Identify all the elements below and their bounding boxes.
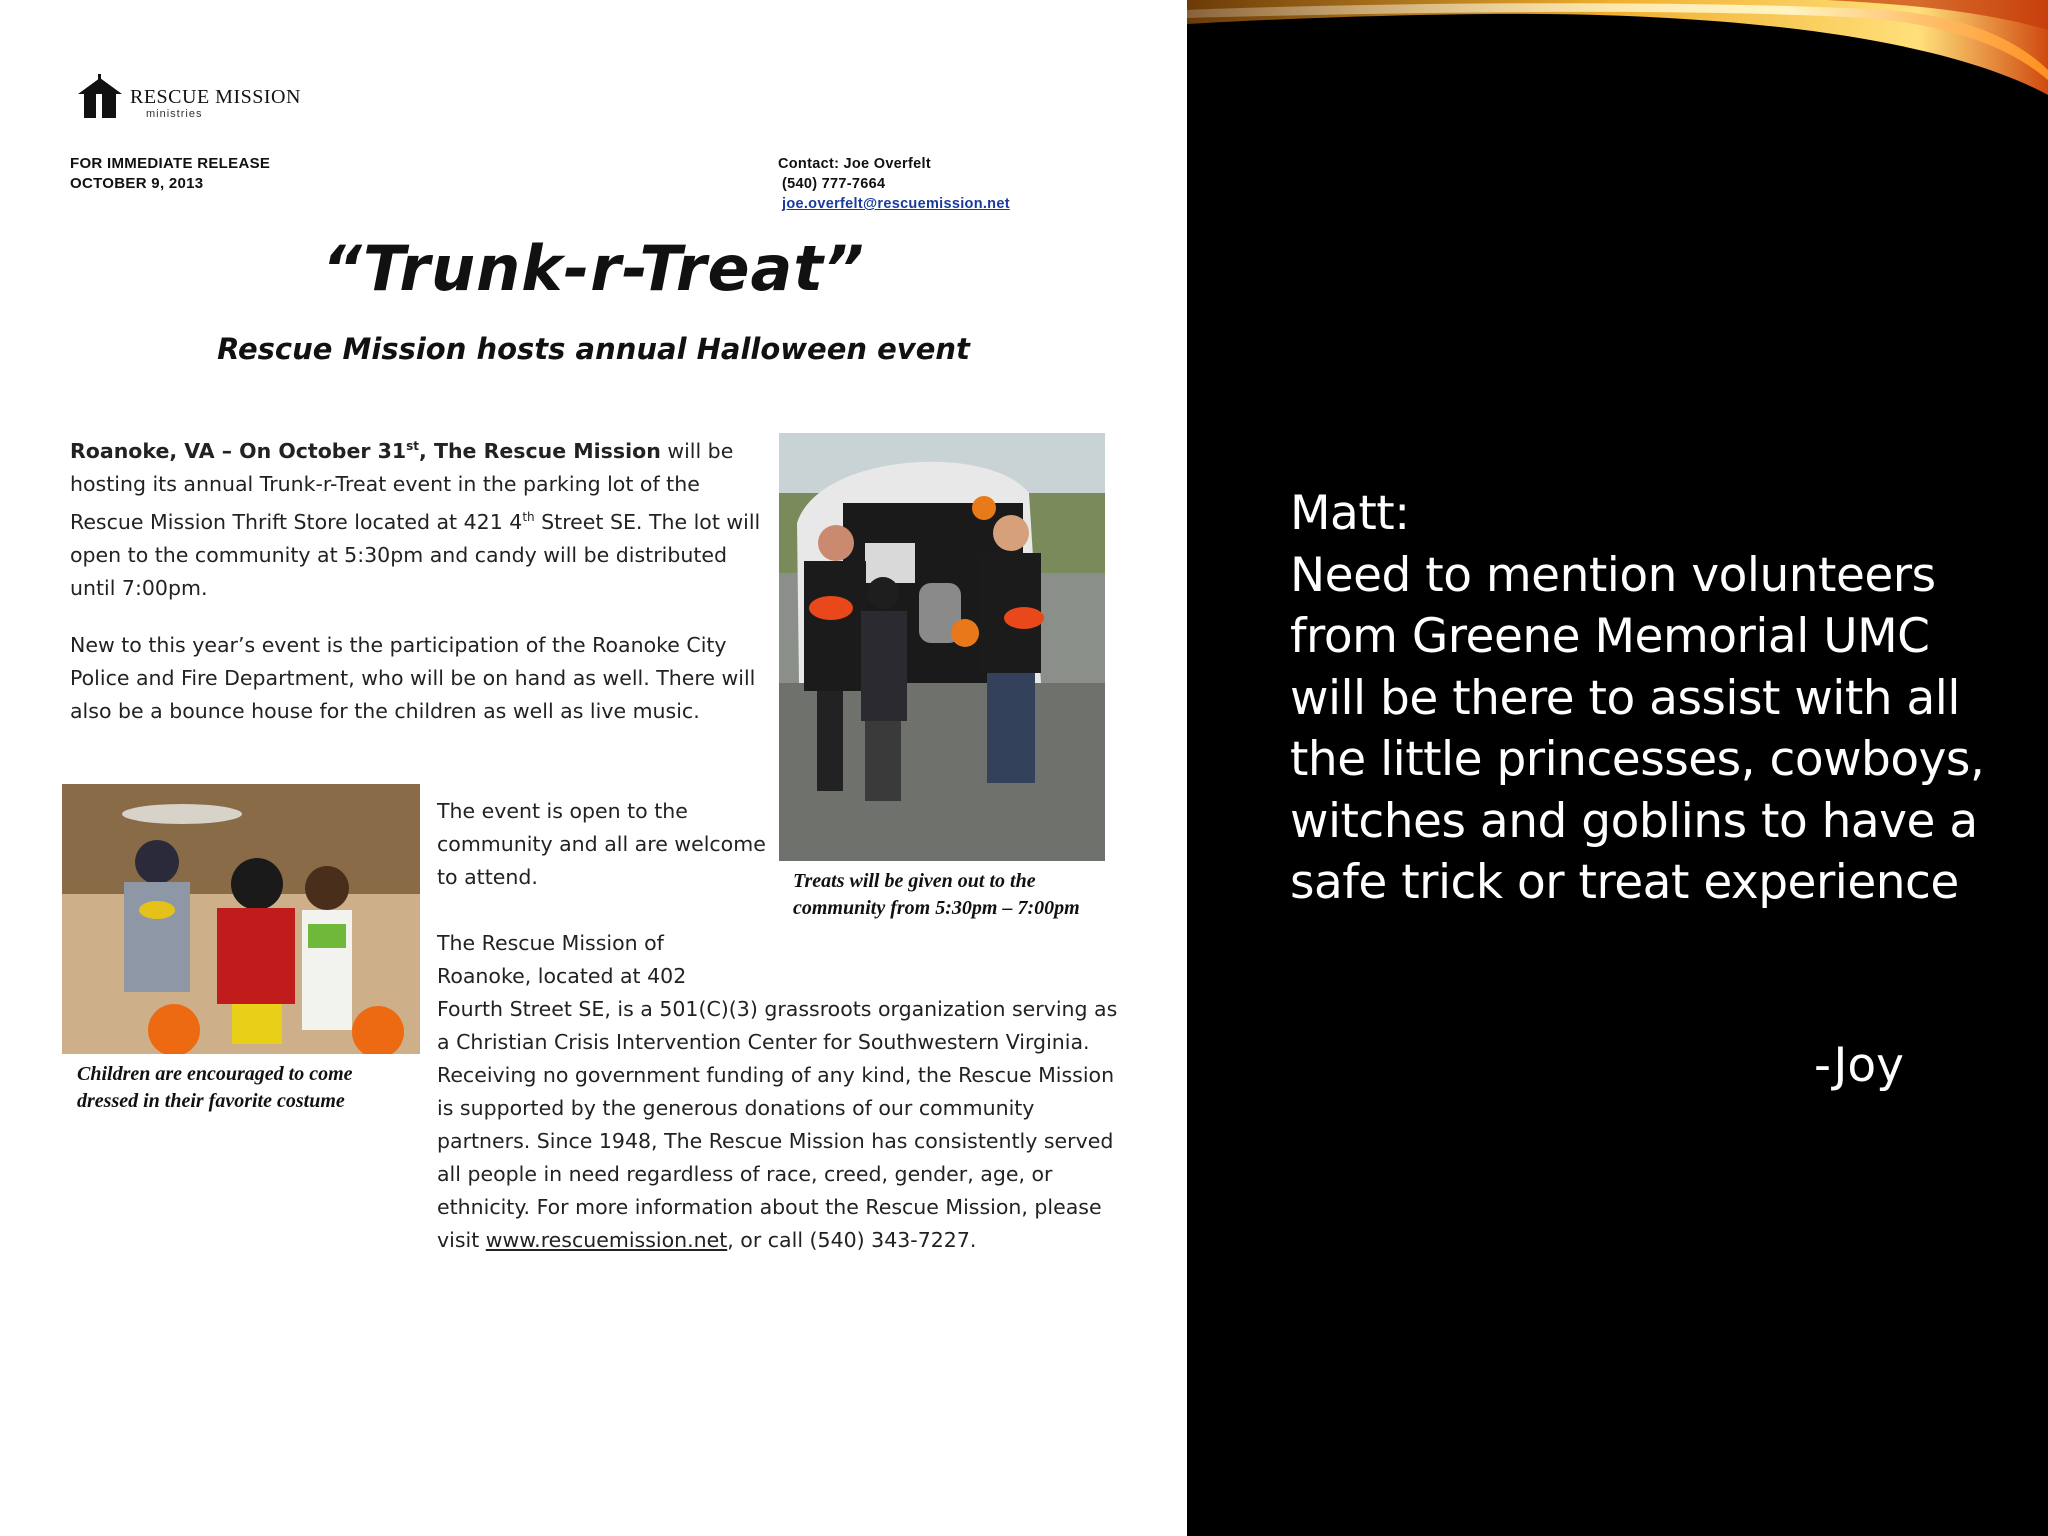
- contact-block: [778, 154, 1010, 214]
- rescue-mission-logo: [74, 72, 334, 124]
- contact-email-link[interactable]: joe.overfelt@rescuemission.net: [782, 196, 1010, 212]
- release-date: OCTOBER 9, 2013: [70, 175, 204, 192]
- decorative-swoosh: [1187, 0, 2048, 110]
- intro-sup: th: [522, 509, 535, 524]
- about-body: Fourth Street SE, is a 501(C)(3) grassroots organization serving as a Christian Crisis Intervention Center for Southwestern Virginia. Receiving no government funding of any kind, the Rescue Mission is supported by the generous donations of our community partners. Since 1948, The Rescue Mission has consistently served all people in need regardless of race, creed, gender, age, or ethnicity. For more information about the Rescue Mission, please visit: [437, 997, 1118, 1252]
- release-block: [70, 154, 270, 194]
- intro-text-end: Street SE. The lot will open to the community at 5:30pm and candy will be distributed until 7:00pm.: [70, 509, 761, 600]
- intro-text: will be hosting its annual Trunk-r-Treat event in the parking lot of the Rescue Mission Thrift Store located at 421 4: [70, 438, 734, 534]
- paragraph-open-to-community: The event is open to the community and all are welcome to attend.: [437, 799, 766, 889]
- release-label: FOR IMMEDIATE RELEASE: [70, 155, 271, 172]
- page-title: “Trunk-r-Treat”: [322, 232, 865, 305]
- intro-lead: Roanoke, VA – On October 31: [70, 438, 407, 463]
- about-tail: , or call (540) 343-7227.: [727, 1228, 977, 1252]
- about-line-2: Roanoke, located at 402: [437, 964, 687, 988]
- house-cross-logo-icon: [74, 72, 128, 122]
- contact-phone: (540) 777-7664: [782, 176, 886, 192]
- about-line-1: The Rescue Mission of: [437, 931, 664, 955]
- contact-name: Contact: Joe Overfelt: [778, 156, 931, 172]
- paragraph-about-mission: [437, 927, 1137, 1257]
- intro-lead-tail: , The Rescue Mission: [419, 438, 661, 463]
- trunk-photo: [779, 433, 1105, 861]
- paragraph-new-this-year: New to this year’s event is the participation of the Roanoke City Police and Fire Department, who will be on hand as well. There will also be a bounce house for the children as well as live music.: [70, 633, 756, 723]
- speaker-note: [1290, 483, 1990, 914]
- logo-subtitle: ministries: [146, 108, 203, 120]
- kids-costume-photo: [62, 784, 420, 1054]
- trunk-photo-caption: Treats will be given out to the community from 5:30pm – 7:00pm: [793, 870, 1080, 919]
- note-body: Need to mention volunteers from Greene Memorial UMC will be there to assist with all the little princesses, cowboys, witches and goblins to have a safe trick or treat experience: [1290, 547, 1985, 910]
- logo-name: RESCUE MISSION: [130, 86, 301, 108]
- website-link[interactable]: www.rescuemission.net: [485, 1228, 728, 1252]
- trunk-photo-image: [779, 433, 1105, 861]
- note-addressee: Matt:: [1290, 486, 1410, 541]
- note-signature: -Joy: [1813, 1038, 1904, 1093]
- page-subtitle: Rescue Mission hosts annual Halloween event: [217, 332, 970, 366]
- paragraph-intro: [70, 430, 770, 605]
- kids-photo-caption: Children are encouraged to come dressed in their favorite costume: [77, 1063, 353, 1112]
- intro-lead-sup: st: [406, 439, 420, 453]
- kids-photo-image: [62, 784, 420, 1054]
